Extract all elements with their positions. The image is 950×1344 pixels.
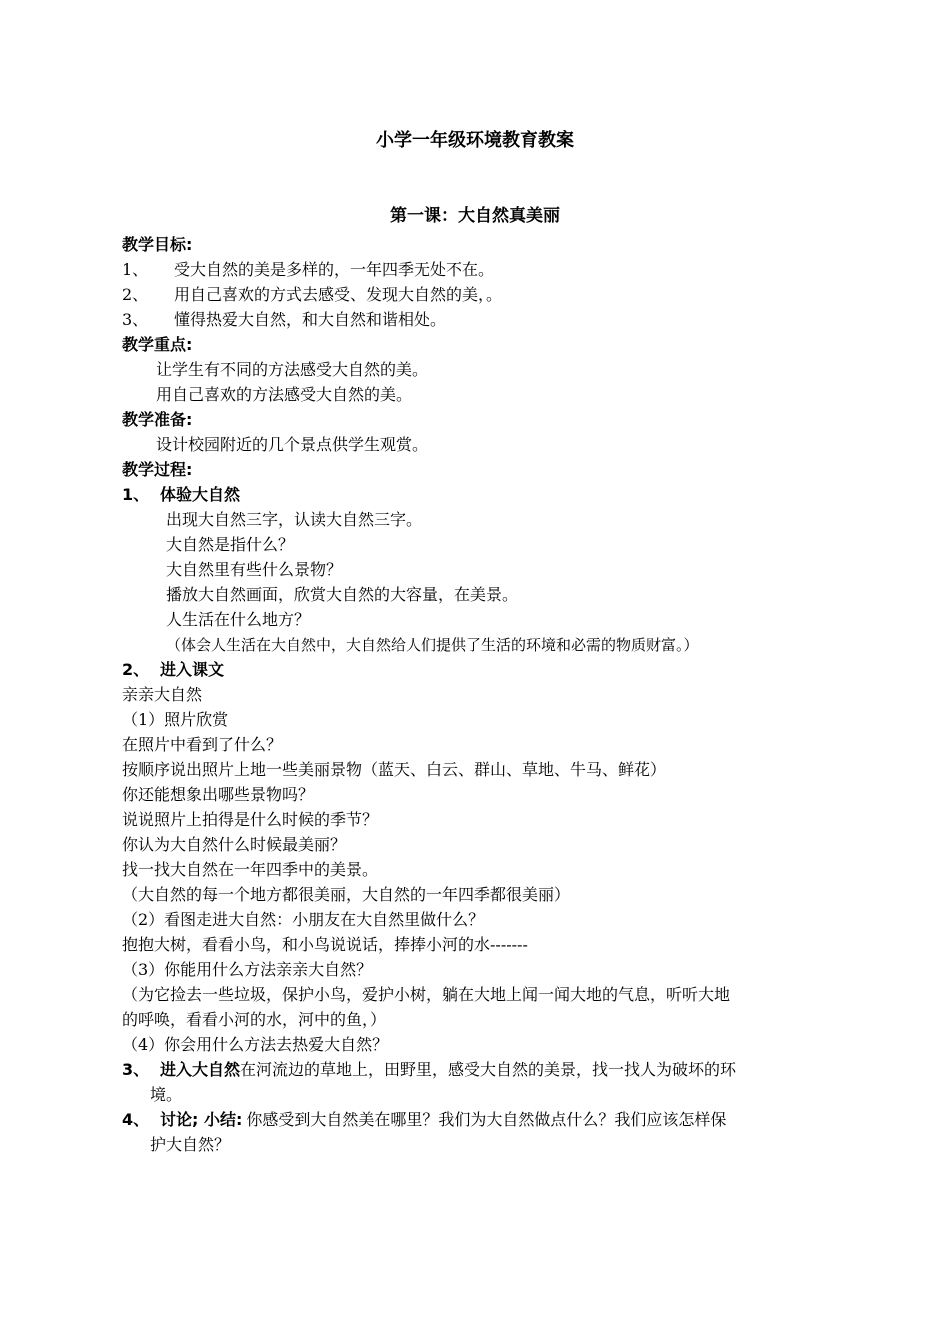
- step2-line: 抱抱大树，看看小鸟，和小鸟说说话，捧捧小河的水-------: [122, 935, 528, 954]
- step2-line: 你认为大自然什么时候最美丽？: [122, 835, 347, 854]
- step2-line: 按顺序说出照片上地一些美丽景物（蓝天、白云、群山、草地、牛马、鲜花）: [122, 760, 667, 779]
- objective-item: [122, 258, 494, 282]
- lesson-title: 第一课：大自然真美丽: [390, 206, 560, 226]
- step1-line: 人生活在什么地方？: [166, 610, 311, 629]
- key-points-heading: 教学重点:: [122, 335, 193, 354]
- step1-line: 出现大自然三字，认读大自然三字。: [166, 510, 423, 529]
- step3-title: 进入大自然: [160, 1060, 241, 1079]
- step2-line: 的呼唤，看看小河的水，河中的鱼，）: [122, 1010, 387, 1029]
- step2-line: （大自然的每一个地方都很美丽，大自然的一年四季都很美丽）: [122, 885, 571, 904]
- step1-heading: [122, 483, 240, 507]
- step4-text: 你感受到大自然美在哪里？我们为大自然做点什么？我们应该怎样保: [246, 1110, 727, 1129]
- document-title: 小学一年级环境教育教案: [376, 130, 574, 151]
- objective-number: 2、: [122, 285, 149, 304]
- objectives-heading: 教学目标:: [122, 235, 193, 254]
- step2-line: （1）照片欣赏: [122, 710, 229, 729]
- step2-heading: [122, 658, 224, 682]
- step2-line: （4）你会用什么方法去热爱大自然？: [122, 1035, 389, 1054]
- step2-line: 说说照片上拍得是什么时候的季节？: [122, 810, 379, 829]
- step1-line: 播放大自然画面，欣赏大自然的大容量，在美景。: [166, 585, 519, 604]
- step1-number: 1、: [122, 485, 150, 504]
- process-heading: 教学过程:: [122, 460, 193, 479]
- step4-number: 4、: [122, 1110, 150, 1129]
- step2-line: 你还能想象出哪些景物吗？: [122, 785, 315, 804]
- step2-number: 2、: [122, 660, 150, 679]
- step2-line: 亲亲大自然: [122, 685, 203, 704]
- objective-item: [122, 308, 446, 332]
- objective-number: 3、: [122, 310, 149, 329]
- objective-number: 1、: [122, 260, 149, 279]
- objective-text: 懂得热爱大自然，和大自然和谐相处。: [174, 310, 447, 329]
- step1-line: 大自然里有些什么景物？: [166, 560, 343, 579]
- step2-line: 在照片中看到了什么？: [122, 735, 283, 754]
- step1-title: 体验大自然: [160, 485, 241, 504]
- objective-item: [122, 283, 502, 307]
- step3-continuation: 境。: [150, 1085, 183, 1104]
- step4-title: 讨论; 小结:: [160, 1110, 243, 1129]
- step1-line: 大自然是指什么？: [166, 535, 295, 554]
- step2-line: （为它捡去一些垃圾，保护小鸟，爱护小树，躺在大地上闻一闻大地的气息，听听大地: [122, 985, 731, 1004]
- step4-continuation: 护大自然？: [150, 1135, 231, 1154]
- step1-line: （体会人生活在大自然中，大自然给人们提供了生活的环境和必需的物质财富。）: [166, 636, 699, 654]
- objective-text: 受大自然的美是多样的，一年四季无处不在。: [174, 260, 495, 279]
- step2-title: 进入课文: [160, 660, 225, 679]
- step2-line: （3）你能用什么方法亲亲大自然？: [122, 960, 373, 979]
- preparation-text: 设计校园附近的几个景点供学生观赏。: [156, 435, 429, 454]
- step4-paragraph: [122, 1108, 726, 1132]
- step3-paragraph: [122, 1058, 736, 1082]
- preparation-heading: 教学准备:: [122, 410, 193, 429]
- objective-text: 用自己喜欢的方式去感受、发现大自然的美，。: [174, 285, 503, 304]
- key-point-item: 让学生有不同的方法感受大自然的美。: [156, 360, 429, 379]
- step2-line: （2）看图走进大自然：小朋友在大自然里做什么？: [122, 910, 485, 929]
- key-point-item: 用自己喜欢的方法感受大自然的美。: [156, 385, 413, 404]
- step3-text: 在河流边的草地上，田野里，感受大自然的美景，找一找人为破坏的环: [240, 1060, 737, 1079]
- step2-line: 找一找大自然在一年四季中的美景。: [122, 860, 379, 879]
- step3-number: 3、: [122, 1060, 150, 1079]
